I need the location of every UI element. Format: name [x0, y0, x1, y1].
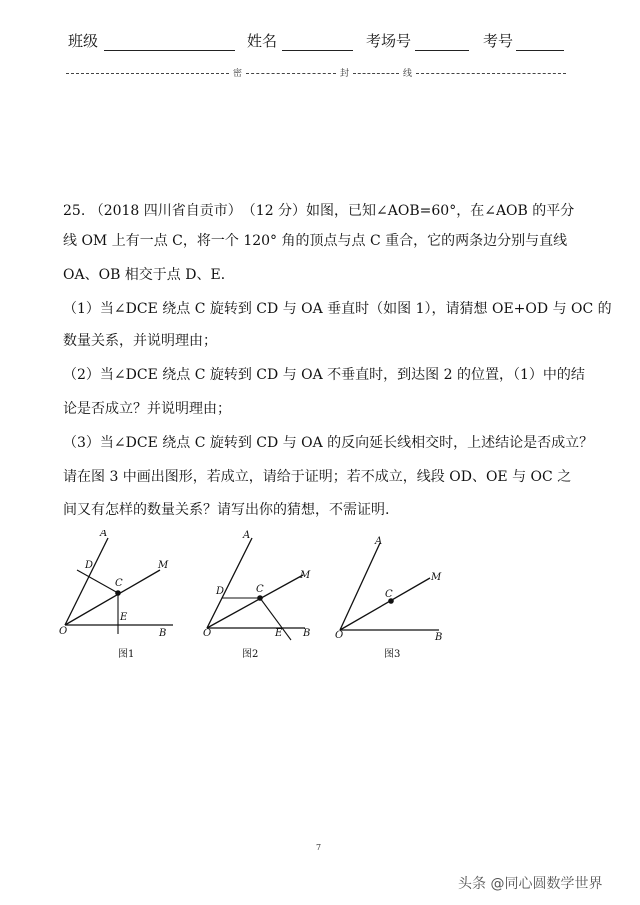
seal-dash-segment: [66, 73, 229, 74]
label-c: C: [385, 589, 393, 600]
label-m: M: [300, 570, 311, 581]
label-d: D: [216, 586, 225, 597]
label-b: B: [159, 628, 167, 639]
label-c: C: [115, 578, 123, 589]
label-m: M: [431, 572, 442, 583]
question-line: OA、OB 相交于点 D、E．: [63, 267, 235, 283]
question-line: 数量关系，并说明理由；: [63, 333, 217, 349]
question-line: 间又有怎样的数量关系？请写出你的猜想，不需证明.: [63, 502, 390, 518]
class-label: 班级: [68, 32, 99, 50]
seal-line: [66, 66, 566, 80]
figure-1: [55, 530, 185, 649]
point-c: [115, 590, 121, 596]
exam-room-field-underline[interactable]: [415, 50, 469, 51]
question-line: （3）当∠DCE 绕点 C 旋转到 CD 与 OA 的反向延长线相交时，上述结论是否成立？: [63, 435, 594, 451]
seal-char-mi: 密: [233, 69, 243, 79]
seal-char-xian: 线: [403, 69, 413, 79]
ray-oa: [207, 538, 252, 628]
name-label: 姓名: [247, 32, 278, 50]
ray-oa: [340, 543, 380, 630]
label-e: E: [120, 612, 128, 623]
figure-2-caption: 图2: [242, 649, 259, 660]
label-b: B: [435, 632, 443, 643]
page-number: 7: [316, 843, 322, 852]
label-b: B: [303, 628, 311, 639]
exam-number-field-underline[interactable]: [516, 50, 564, 51]
seal-dash-segment: [416, 73, 566, 74]
label-a: A: [100, 530, 108, 539]
label-d: D: [85, 560, 94, 571]
exam-number-label: 考号: [483, 32, 514, 50]
question-line: 25. （2018 四川省自贡市） （12 分）如图，已知∠AOB=60°，在∠AOB 的平分: [63, 203, 575, 219]
figure-3-caption: 图3: [384, 649, 401, 660]
label-o: O: [59, 626, 68, 637]
class-field-underline[interactable]: [104, 50, 235, 51]
ray-om: [207, 575, 303, 628]
figure-2: [200, 530, 330, 649]
label-a: A: [243, 530, 251, 541]
question-line: （1）当∠DCE 绕点 C 旋转到 CD 与 OA 垂直时（如图 1），请猜想 OE+OD 与 OC 的: [63, 301, 612, 317]
question-line: 论是否成立？并说明理由；: [63, 401, 231, 417]
label-o: O: [335, 630, 344, 641]
ray-om: [340, 578, 430, 630]
figure-3: [333, 530, 453, 649]
point-c: [257, 595, 263, 601]
question-line: （2）当∠DCE 绕点 C 旋转到 CD 与 OA 不垂直时，到达图 2 的位置，（1）中的结: [63, 367, 585, 383]
exam-room-label: 考场号: [366, 32, 412, 50]
label-o: O: [203, 628, 212, 639]
watermark: 头条 @同心圆数学世界: [458, 876, 603, 892]
label-m: M: [158, 560, 169, 571]
question-line: 请在图 3 中画出图形，若成立，请给于证明；若不成立，线段 OD、OE 与 OC 之: [63, 469, 572, 485]
question-line: 线 OM 上有一点 C，将一个 120° 角的顶点与点 C 重合，它的两条边分别与直线: [63, 233, 568, 249]
seal-dash-segment: [353, 73, 399, 74]
seal-char-feng: 封: [340, 69, 350, 79]
label-c: C: [256, 584, 264, 595]
label-e: E: [275, 628, 283, 639]
figure-1-caption: 图1: [118, 649, 135, 660]
label-a: A: [375, 536, 383, 547]
name-field-underline[interactable]: [282, 50, 353, 51]
seal-dash-segment: [246, 73, 336, 74]
